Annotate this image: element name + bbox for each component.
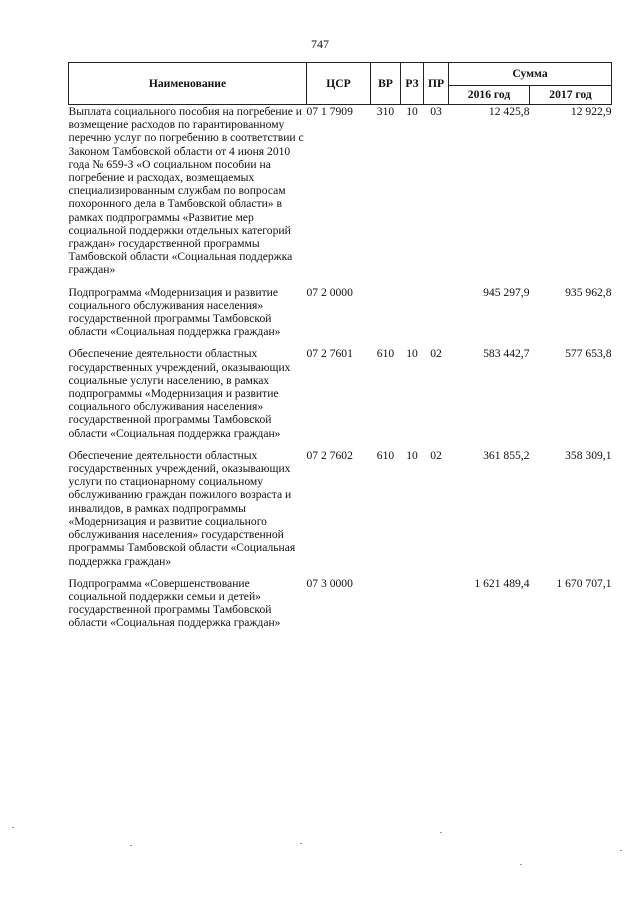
header-vr: ВР	[371, 63, 401, 105]
header-name: Наименование	[69, 63, 307, 105]
budget-table	[68, 62, 612, 639]
row-name: Обеспечение деятельности областных государственных учреждений, оказывающих услуги по стационарному социальному обслуживанию граждан пожилого возраста и инвалидов, в рамках подпрограммы «Модернизация и развитие социального обслуживания населения» государственной программы Тамбовской области «Социальная поддержка граждан»	[68, 448, 296, 568]
header-year-2016: 2016 год	[449, 86, 530, 105]
row-rz	[401, 577, 424, 639]
header-csr: ЦСР	[307, 63, 371, 105]
row-sum-2017: 12 922,9	[570, 105, 612, 118]
row-name: Подпрограмма «Совершенствование социальной поддержки семьи и детей» государственной программы Тамбовской области «Социальная поддержка граждан»	[68, 576, 281, 630]
row-sum-2017: 577 653,8	[565, 347, 612, 361]
table-row	[69, 449, 612, 577]
header-sum: Сумма	[449, 63, 612, 86]
row-sum-2016: 12 425,8	[488, 105, 530, 118]
row-rz: 10	[406, 105, 418, 118]
page-number: 747	[311, 37, 329, 51]
header-pr: ПР	[424, 63, 449, 105]
row-vr	[371, 577, 401, 639]
row-pr: 02	[430, 448, 442, 462]
row-sum-2016: 1 621 489,4	[474, 576, 530, 590]
header-rz: РЗ	[401, 63, 424, 105]
row-csr: 07 1 7909	[306, 105, 353, 118]
row-sum-2017: 1 670 707,1	[556, 576, 612, 590]
row-pr	[424, 286, 449, 348]
row-vr	[371, 286, 401, 348]
row-sum-2017: 358 309,1	[565, 448, 612, 462]
row-name: Обеспечение деятельности областных государственных учреждений, оказывающих социальные услуги населению, в рамках подпрограммы «Модернизация и развитие социального обслуживания населения» государственной программы Тамбовской области «Социальная поддержка граждан»	[68, 347, 291, 440]
row-csr: 07 2 7602	[306, 448, 353, 462]
row-vr: 610	[376, 347, 395, 361]
row-vr: 310	[376, 105, 395, 118]
row-sum-2016: 583 442,7	[483, 347, 530, 361]
row-csr: 07 3 0000	[306, 576, 353, 590]
row-rz	[401, 286, 424, 348]
row-csr: 07 2 7601	[306, 347, 353, 361]
table-row	[69, 286, 612, 348]
row-vr: 610	[376, 448, 395, 462]
row-name: Подпрограмма «Модернизация и развитие социального обслуживания населения» государственной программы Тамбовской области «Социальная поддержка граждан»	[68, 285, 281, 339]
row-csr: 07 2 0000	[306, 285, 353, 299]
row-sum-2016: 361 855,2	[483, 448, 530, 462]
header-year-2017: 2017 год	[530, 86, 612, 105]
row-name: Выплата социального пособия на погребение и возмещение расходов по гарантированному перечню услуг по погребению в соответствии с Законом Тамбовской области от 4 июня 2010 года № 659-З «О социальном пособии на погребение и расходах, возмещаемых специализированным службам по вопросам похоронного дела в Тамбовской области» в рамках подпрограммы «Развитие мер социальной поддержки отдельных категорий граждан» государственной программы Тамбовской области «Социальная поддержка граждан»	[68, 105, 304, 277]
table-row	[69, 105, 612, 286]
table-row	[69, 347, 612, 448]
row-sum-2016: 945 297,9	[483, 285, 530, 299]
row-rz: 10	[406, 448, 418, 462]
row-pr: 02	[430, 347, 442, 361]
row-rz: 10	[406, 347, 418, 361]
table-row	[69, 577, 612, 639]
row-sum-2017: 935 962,8	[565, 285, 612, 299]
row-pr: 03	[430, 105, 442, 118]
row-pr	[424, 577, 449, 639]
